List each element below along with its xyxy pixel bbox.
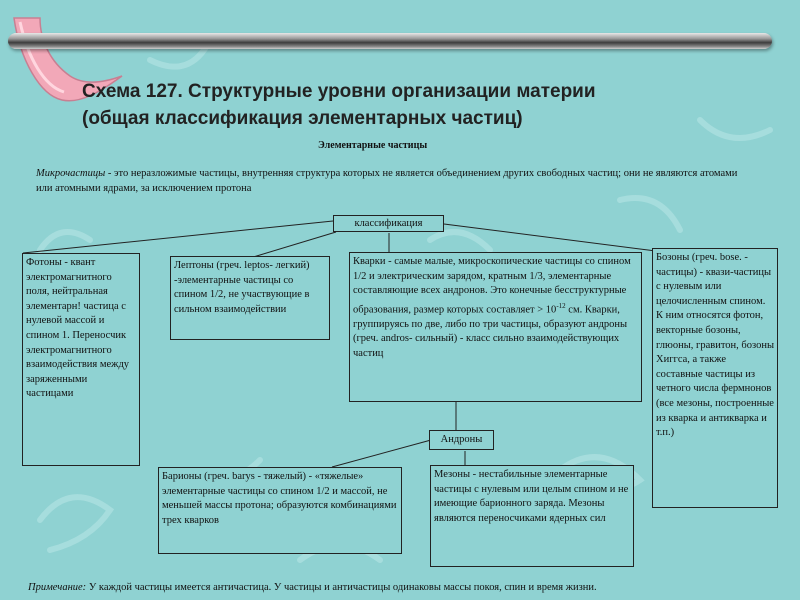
- title-line-2: (общая классификация элементарных частиц): [82, 108, 523, 129]
- box-photons: Фотоны - квант электромагнитного поля, нейтральная элементарн! частица с нулевой массой и спином 1. Переносчик электромагнитного взаимодействия между заряженными частицами: [22, 253, 140, 466]
- quarks-exponent: -12: [556, 301, 566, 310]
- quarks-text-b: см. Кварки, группируясь по две, либо по три частицы, образуют андроны (греч. andros- сильный) - класс сильно взаимодействующих частиц: [353, 304, 628, 360]
- box-quarks: [349, 252, 642, 402]
- page-title: [82, 78, 742, 132]
- definition-text: [36, 166, 756, 196]
- definition-body: - это неразложимые частицы, внутренняя структура которых не является объединением других свободных частиц; они не являются атомами или атомными ядрами, за исключением протона: [36, 168, 738, 194]
- classification-label: классификация: [333, 215, 444, 232]
- quarks-text-a: Кварки - самые малые, микроскопические частицы со спином 1/2 и электрическим зарядом, кратным 1/3, элементарные составляющие всех андронов. Это конечные бесструктурные образования, размер которых составляет > 10: [353, 256, 631, 316]
- box-bosons: Бозоны (греч. bose. - частицы) - квази-частицы с нулевым или целочисленным спином. К ним относятся фотон, векторные бозоны, глюоны, гравитон, бозоны Хиггса, а также составные частицы из четного числа фермнонов (все мезоны, построенные из кварка и антикварка и т.п.): [652, 248, 778, 508]
- title-line-1: Схема 127. Структурные уровни организации материи: [82, 81, 596, 102]
- header-bar: [8, 33, 772, 49]
- box-mesons: Мезоны - нестабильные элементарные частицы с нулевым или целым спином и не имеющие барионного заряда. Мезоны являются переносчиками ядерных сил: [430, 465, 634, 567]
- diagram-subtitle: Элементарные частицы: [318, 140, 428, 151]
- note-body: У каждой частицы имеется античастица. У частицы и античастицы одинаковы массы покоя, спин и время жизни.: [86, 582, 597, 593]
- note-text: [28, 582, 788, 593]
- note-term: Примечание:: [28, 582, 87, 593]
- box-leptons: Лептоны (греч. leptos- легкий) -элементарные частицы со спином 1/2, не участвующие в сильном взаимодействии: [170, 256, 330, 340]
- box-baryons: Барионы (греч. barys - тяжелый) - «тяжелые» элементарные частицы со спином 1/2 и массой, не меньшей массы протона; образуются комбинациями трех кварков: [158, 467, 402, 554]
- hadrons-label: Андроны: [429, 430, 494, 450]
- definition-term: Микрочастицы: [36, 168, 106, 179]
